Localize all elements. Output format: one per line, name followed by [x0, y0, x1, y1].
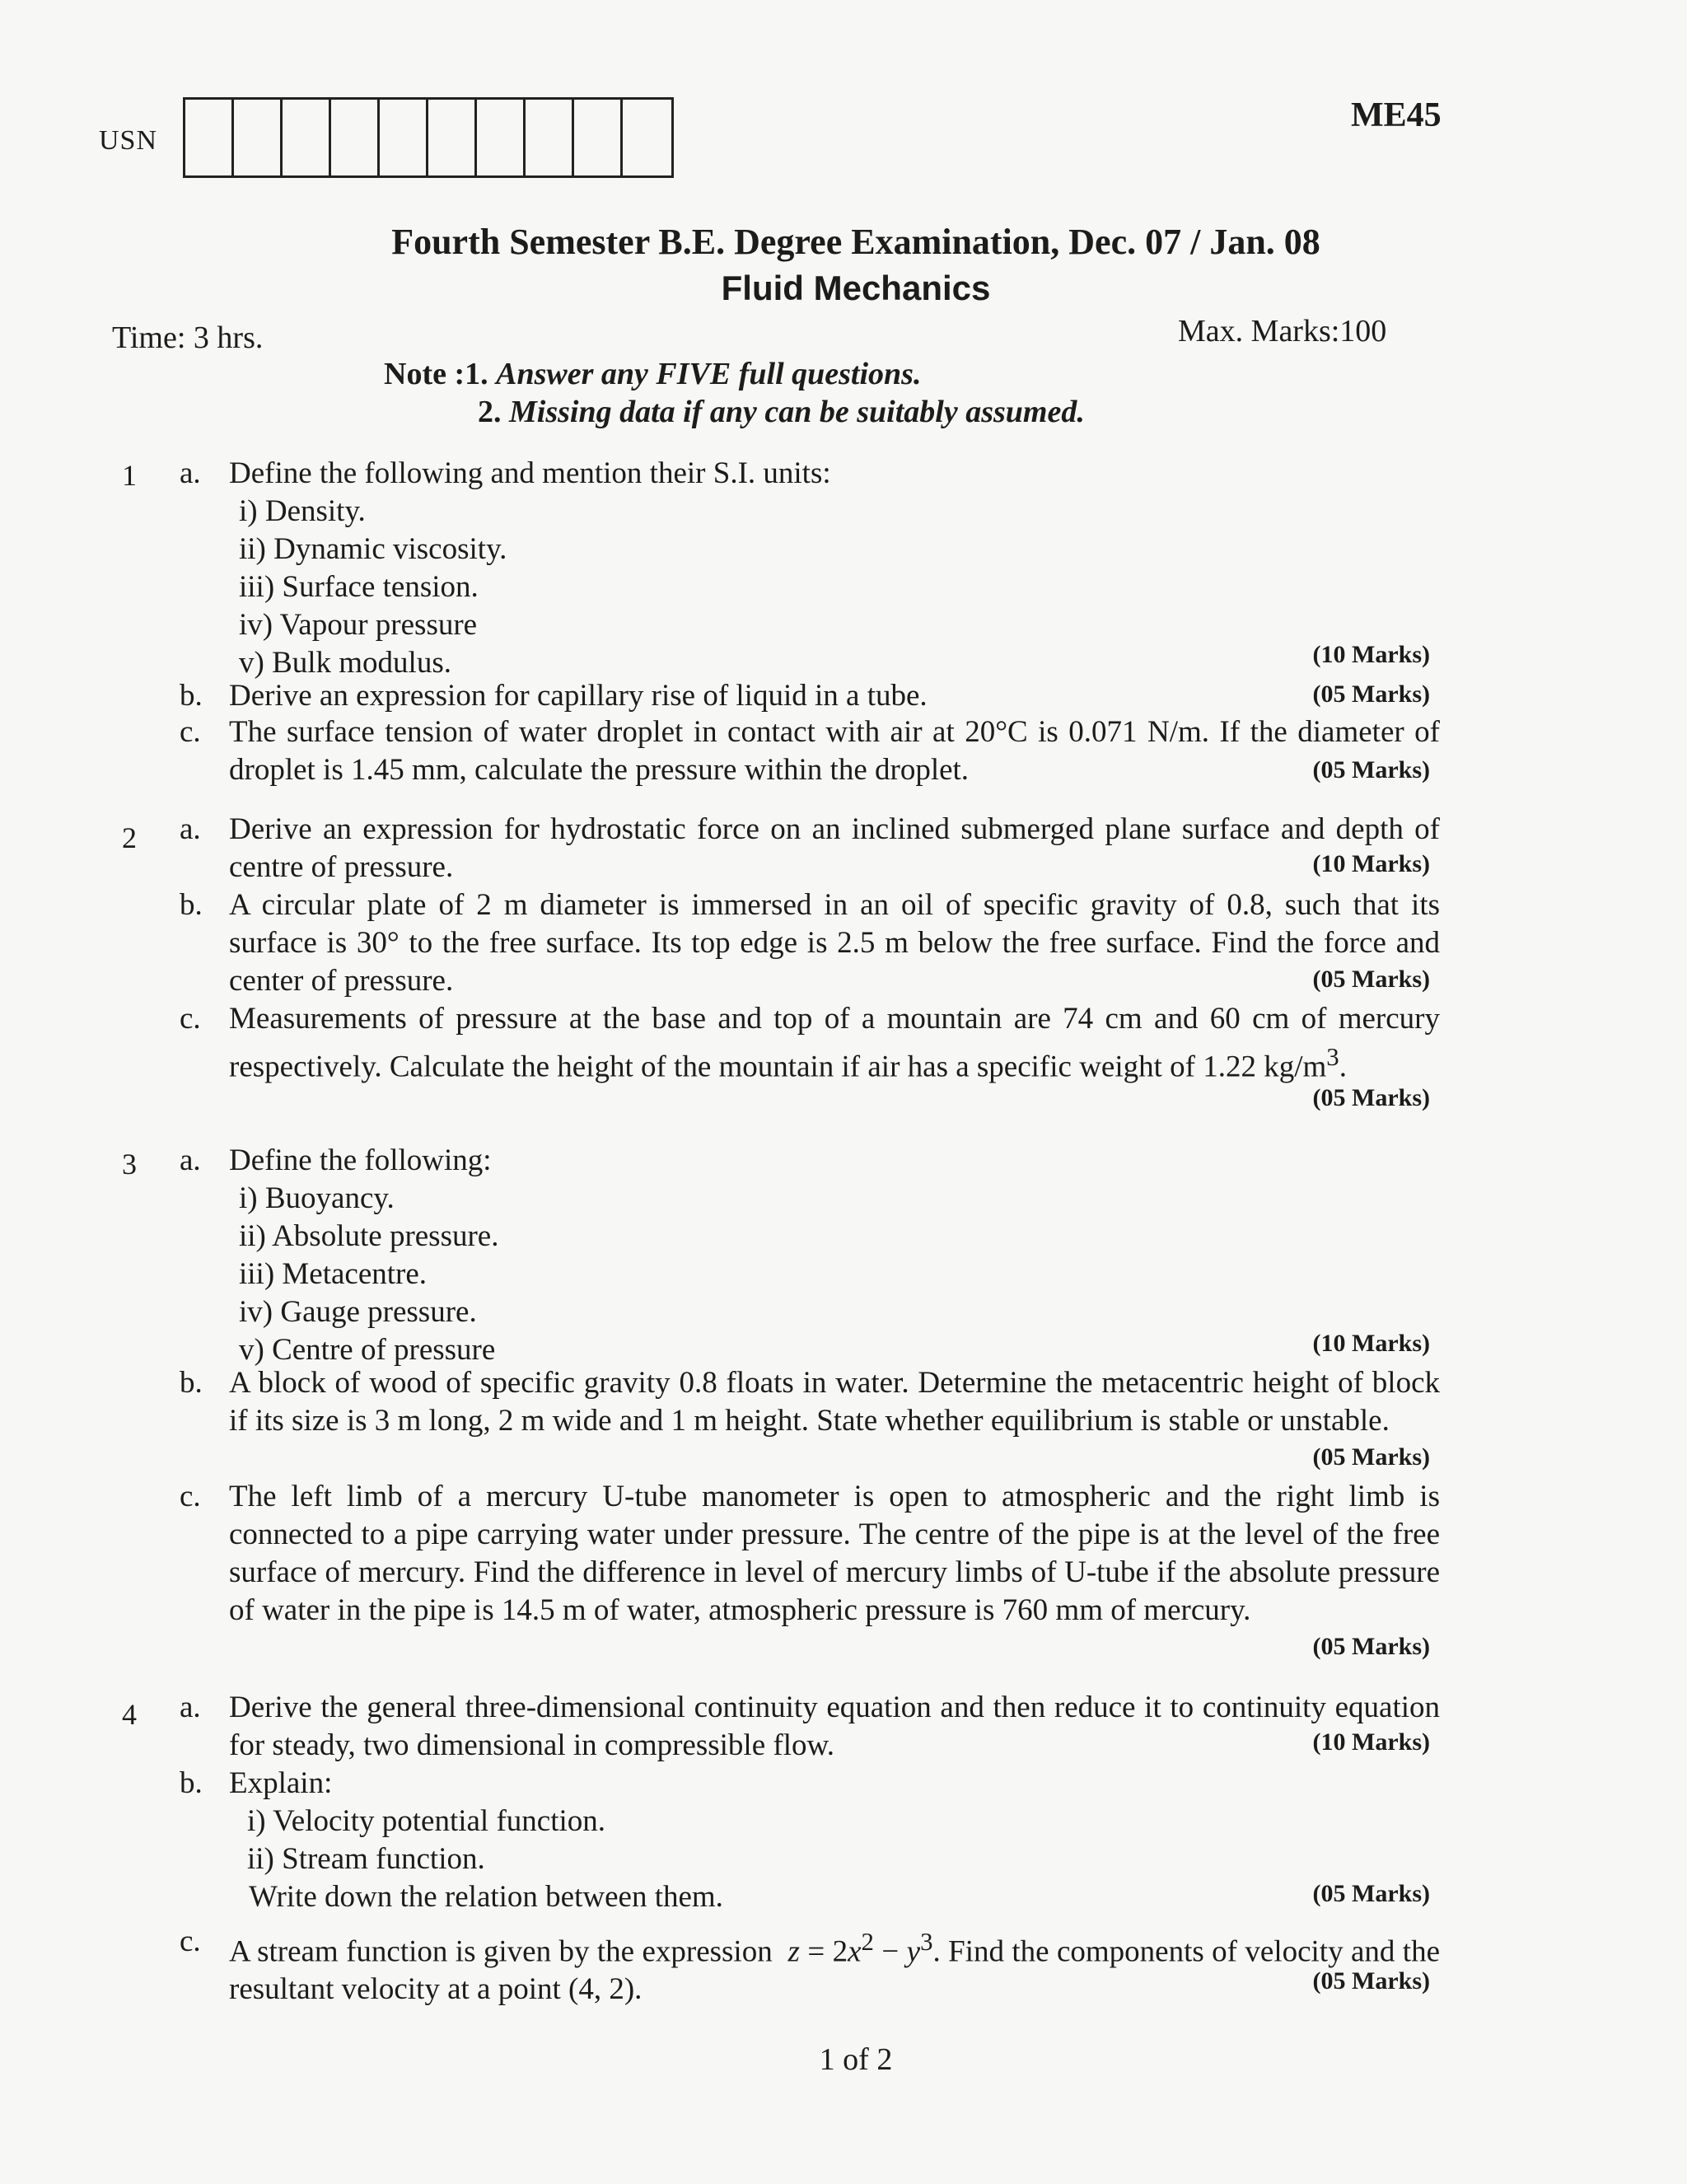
part-text: A block of wood of specific gravity 0.8 floats in water. Determine the metacentric height of block if its size is 3 m long, 2 m wide and 1 m height. State whether equilibrium is stable or unstable. [229, 1366, 1440, 1438]
part-text-extra: Write down the relation between them. [249, 1880, 723, 1914]
question-3c [180, 1478, 1440, 1630]
question-4b [180, 1765, 1440, 1916]
exam-title: Fourth Semester B.E. Degree Examination, Dec. 07 / Jan. 08 [391, 222, 1320, 262]
paper-code: ME45 [1351, 96, 1442, 134]
usn-box[interactable] [331, 100, 380, 175]
question-4a [180, 1689, 1440, 1765]
marks-label: (05 Marks) [1312, 756, 1430, 783]
part-label: a. [180, 456, 201, 490]
usn-box[interactable] [477, 100, 526, 175]
part-label: a. [180, 1691, 201, 1724]
question-1c [180, 713, 1440, 789]
note-2-text: Missing data if any can be suitably assumed. [509, 395, 1085, 429]
usn-box[interactable] [623, 100, 671, 175]
part-label: a. [180, 1143, 201, 1177]
usn-box[interactable] [428, 100, 477, 175]
equation-variable: y [906, 1934, 921, 1969]
part-label: c. [180, 1002, 201, 1036]
part-text: Explain: [229, 1766, 333, 1800]
part-label: c. [180, 1924, 201, 1958]
part-label: c. [180, 1480, 201, 1513]
sub-item: i) Velocity potential function. [247, 1804, 606, 1838]
superscript: 3 [920, 1928, 933, 1956]
sub-item: iii) Surface tension. [239, 570, 479, 604]
sub-item: ii) Absolute pressure. [239, 1219, 499, 1253]
max-marks: Max. Marks:100 [1178, 314, 1387, 348]
superscript: 3 [1326, 1043, 1339, 1071]
sub-item: ii) Dynamic viscosity. [239, 532, 507, 566]
question-2b [180, 886, 1440, 1000]
marks-label: (05 Marks) [1312, 1880, 1430, 1907]
part-text: Define the following and mention their S.I. units: [229, 456, 831, 490]
sub-item: ii) Stream function. [247, 1842, 485, 1876]
question-2c [180, 1000, 1440, 1086]
marks-label: (05 Marks) [1312, 1443, 1430, 1471]
marks-label: (05 Marks) [1312, 680, 1430, 708]
part-label: a. [180, 812, 201, 846]
marks-label: (05 Marks) [1312, 966, 1430, 993]
part-text-tail: . Find the components of velocity and the resultant velocity at a point (4, 2). [229, 1934, 1441, 2007]
marks-label: (05 Marks) [1312, 1967, 1430, 1995]
part-label: b. [180, 888, 203, 922]
note-1-text: Answer any FIVE full questions. [496, 357, 922, 391]
note-line-2 [384, 394, 1085, 430]
marks-label: (10 Marks) [1312, 850, 1430, 877]
note-line-1 [384, 356, 1085, 392]
marks-label: (10 Marks) [1312, 641, 1430, 668]
question-number: 3 [122, 1148, 137, 1181]
sub-item: i) Density. [239, 494, 366, 528]
usn-entry-boxes[interactable] [183, 97, 674, 178]
sub-item: iii) Metacentre. [239, 1257, 428, 1291]
part-text [229, 1000, 1440, 1086]
part-text-main: Measurements of pressure at the base and top of a mountain are 74 cm and 60 cm of mercury respectively. Calculate the height of the mountain if air has a specific weight of 1.22 kg/m [229, 1002, 1440, 1084]
usn-box[interactable] [526, 100, 574, 175]
marks-label: (05 Marks) [1312, 1633, 1430, 1660]
equation-variable: x [848, 1934, 862, 1969]
marks-label: (10 Marks) [1312, 1728, 1430, 1756]
equation-text: − [873, 1934, 907, 1969]
instructions-note [384, 356, 1085, 432]
question-3a [180, 1142, 1440, 1369]
note-label: Note : [384, 357, 465, 391]
sub-item: i) Buoyancy. [239, 1181, 395, 1215]
superscript: 2 [861, 1928, 874, 1956]
part-label: b. [180, 1766, 203, 1800]
question-number: 4 [122, 1698, 137, 1731]
part-text: The left limb of a mercury U-tube manometer is open to atmospheric and the right limb is connected to a pipe carrying water under pressure. The centre of the pipe is at the level of the free surface of mercury. Find the difference in level of mercury limbs of U-tube if the absolute pressure of water in the pipe is 14.5 m of water, atmospheric pressure is 760 mm of mercury. [229, 1480, 1440, 1627]
question-number: 2 [122, 821, 137, 854]
part-text: Derive an expression for hydrostatic force on an inclined submerged plane surface and depth of centre of pressure. [229, 812, 1440, 884]
part-text: Define the following: [229, 1143, 492, 1177]
marks-label: (05 Marks) [1312, 1084, 1430, 1111]
equation-text: = 2 [799, 1934, 848, 1969]
usn-box[interactable] [574, 100, 623, 175]
part-text: Derive the general three-dimensional continuity equation and then reduce it to continuity equation for steady, two dimensional in compressible flow. [229, 1691, 1440, 1762]
part-text: The surface tension of water droplet in contact with air at 20°C is 0.071 N/m. If the diameter of droplet is 1.45 mm, calculate the pressure within the droplet. [229, 715, 1440, 787]
sub-item: v) Centre of pressure [239, 1333, 496, 1367]
usn-label: USN [99, 125, 158, 156]
question-4c [180, 1923, 1440, 2009]
part-text: Derive an expression for capillary rise of liquid in a tube. [229, 679, 928, 713]
part-text-end: . [1339, 1050, 1347, 1084]
part-label: b. [180, 679, 203, 713]
time-allowed: Time: 3 hrs. [112, 320, 264, 355]
part-text [229, 1923, 1440, 2009]
equation-variable: z [787, 1934, 800, 1969]
note-1-number: 1. [465, 357, 488, 391]
note-2-number: 2. [478, 395, 502, 429]
sub-item: iv) Vapour pressure [239, 608, 478, 642]
page-number: 1 of 2 [819, 2042, 893, 2077]
question-1b [180, 677, 1440, 715]
sub-item: v) Bulk modulus. [239, 646, 451, 680]
part-label: b. [180, 1366, 203, 1400]
question-3b [180, 1364, 1440, 1440]
question-1a [180, 455, 1440, 682]
question-2a [180, 811, 1440, 886]
sub-item: iv) Gauge pressure. [239, 1295, 477, 1329]
subject-title: Fluid Mechanics [721, 269, 991, 307]
usn-box[interactable] [185, 100, 234, 175]
part-label: c. [180, 715, 201, 749]
usn-box[interactable] [380, 100, 428, 175]
question-number: 1 [122, 459, 137, 492]
marks-label: (10 Marks) [1312, 1330, 1430, 1357]
part-text-lead: A stream function is given by the expression [229, 1934, 773, 1969]
usn-box[interactable] [234, 100, 283, 175]
usn-box[interactable] [283, 100, 331, 175]
part-text: A circular plate of 2 m diameter is immersed in an oil of specific gravity of 0.8, such that its surface is 30° to the free surface. Its top edge is 2.5 m below the free surface. Find the force and center of pressure. [229, 888, 1440, 998]
